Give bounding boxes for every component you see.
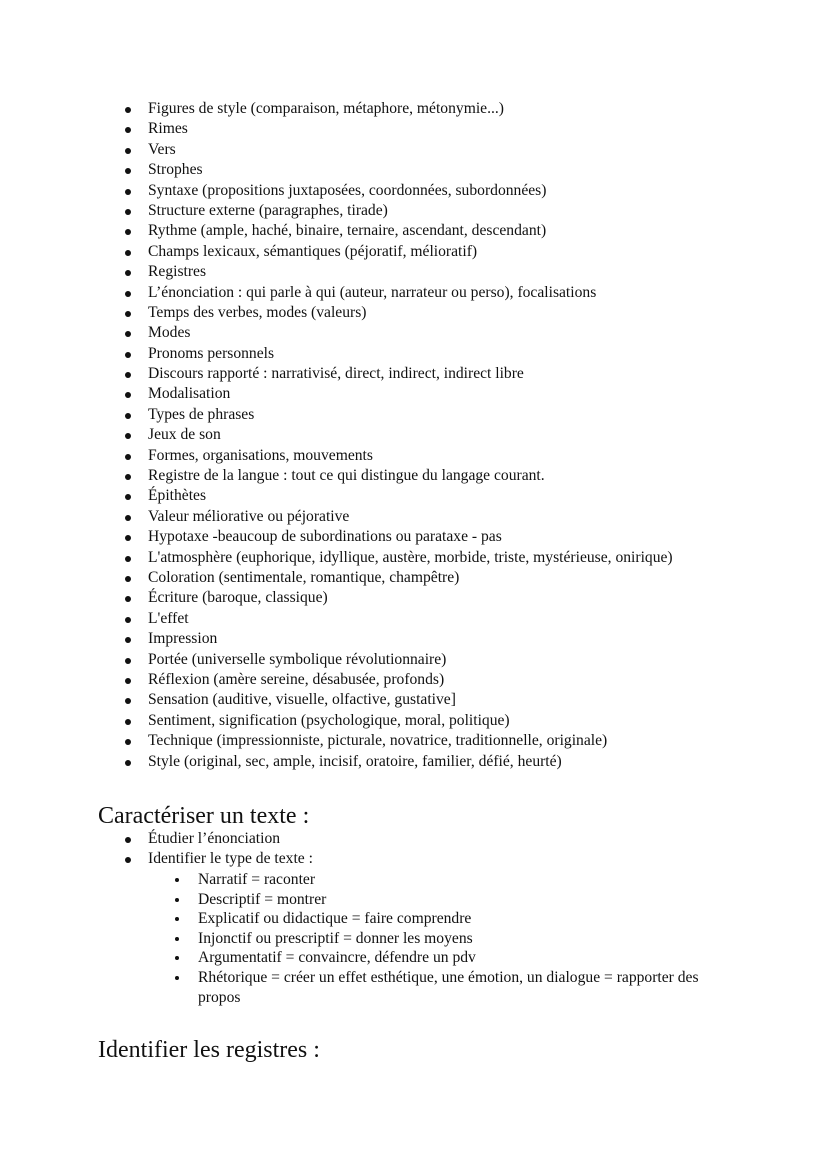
list-item: Registre de la langue : tout ce qui distingue du langage courant. (148, 466, 808, 486)
list-item: Portée (universelle symbolique révolutionnaire) (148, 650, 808, 670)
list-item: Écriture (baroque, classique) (148, 588, 808, 608)
list-item: L'atmosphère (euphorique, idyllique, austère, morbide, triste, mystérieuse, onirique) (148, 548, 808, 568)
list-item: Descriptif = montrer (198, 890, 743, 910)
list-item: Syntaxe (propositions juxtaposées, coordonnées, subordonnées) (148, 181, 808, 201)
section-heading-registres: Identifier les registres : (98, 1037, 320, 1063)
list-item: Injonctif ou prescriptif = donner les moyens (198, 929, 743, 949)
list-item: Rhétorique = créer un effet esthétique, une émotion, un dialogue = rapporter des propos (198, 968, 743, 1007)
list-item: Figures de style (comparaison, métaphore, métonymie...) (148, 99, 808, 119)
list-item: L'effet (148, 609, 808, 629)
list-item: Sentiment, signification (psychologique, moral, politique) (148, 711, 808, 731)
list-item: L’énonciation : qui parle à qui (auteur, narrateur ou perso), focalisations (148, 283, 808, 303)
list-item: Impression (148, 629, 808, 649)
list-item: Modalisation (148, 384, 808, 404)
text-types-list (198, 870, 743, 1007)
list-item: Narratif = raconter (198, 870, 743, 890)
list-item: Strophes (148, 160, 808, 180)
list-item: Rimes (148, 119, 808, 139)
section-heading-caracteriser: Caractériser un texte : (98, 803, 310, 829)
list-item: Structure externe (paragraphes, tirade) (148, 201, 808, 221)
list-item: Sensation (auditive, visuelle, olfactive, gustative] (148, 690, 808, 710)
list-item: Réflexion (amère sereine, désabusée, profonds) (148, 670, 808, 690)
list-item: Argumentatif = convaincre, défendre un pdv (198, 948, 743, 968)
list-item: Pronoms personnels (148, 344, 808, 364)
analysis-criteria-list (148, 99, 808, 772)
list-item: Explicatif ou didactique = faire comprendre (198, 909, 743, 929)
list-item: Champs lexicaux, sémantiques (péjoratif, mélioratif) (148, 242, 808, 262)
list-item: Types de phrases (148, 405, 808, 425)
list-item: Épithètes (148, 486, 808, 506)
list-item: Discours rapporté : narrativisé, direct, indirect, indirect libre (148, 364, 808, 384)
list-item: Étudier l’énonciation (148, 829, 808, 849)
list-item: Vers (148, 140, 808, 160)
caracteriser-list (148, 829, 808, 870)
list-item: Rythme (ample, haché, binaire, ternaire, ascendant, descendant) (148, 221, 808, 241)
list-item: Hypotaxe -beaucoup de subordinations ou parataxe - pas (148, 527, 808, 547)
list-item: Coloration (sentimentale, romantique, champêtre) (148, 568, 808, 588)
list-item: Temps des verbes, modes (valeurs) (148, 303, 808, 323)
list-item: Modes (148, 323, 808, 343)
list-item: Technique (impressionniste, picturale, novatrice, traditionnelle, originale) (148, 731, 808, 751)
list-item: Style (original, sec, ample, incisif, oratoire, familier, défié, heurté) (148, 752, 808, 772)
list-item: Identifier le type de texte : (148, 849, 808, 869)
list-item: Registres (148, 262, 808, 282)
list-item: Formes, organisations, mouvements (148, 446, 808, 466)
list-item: Jeux de son (148, 425, 808, 445)
list-item: Valeur méliorative ou péjorative (148, 507, 808, 527)
